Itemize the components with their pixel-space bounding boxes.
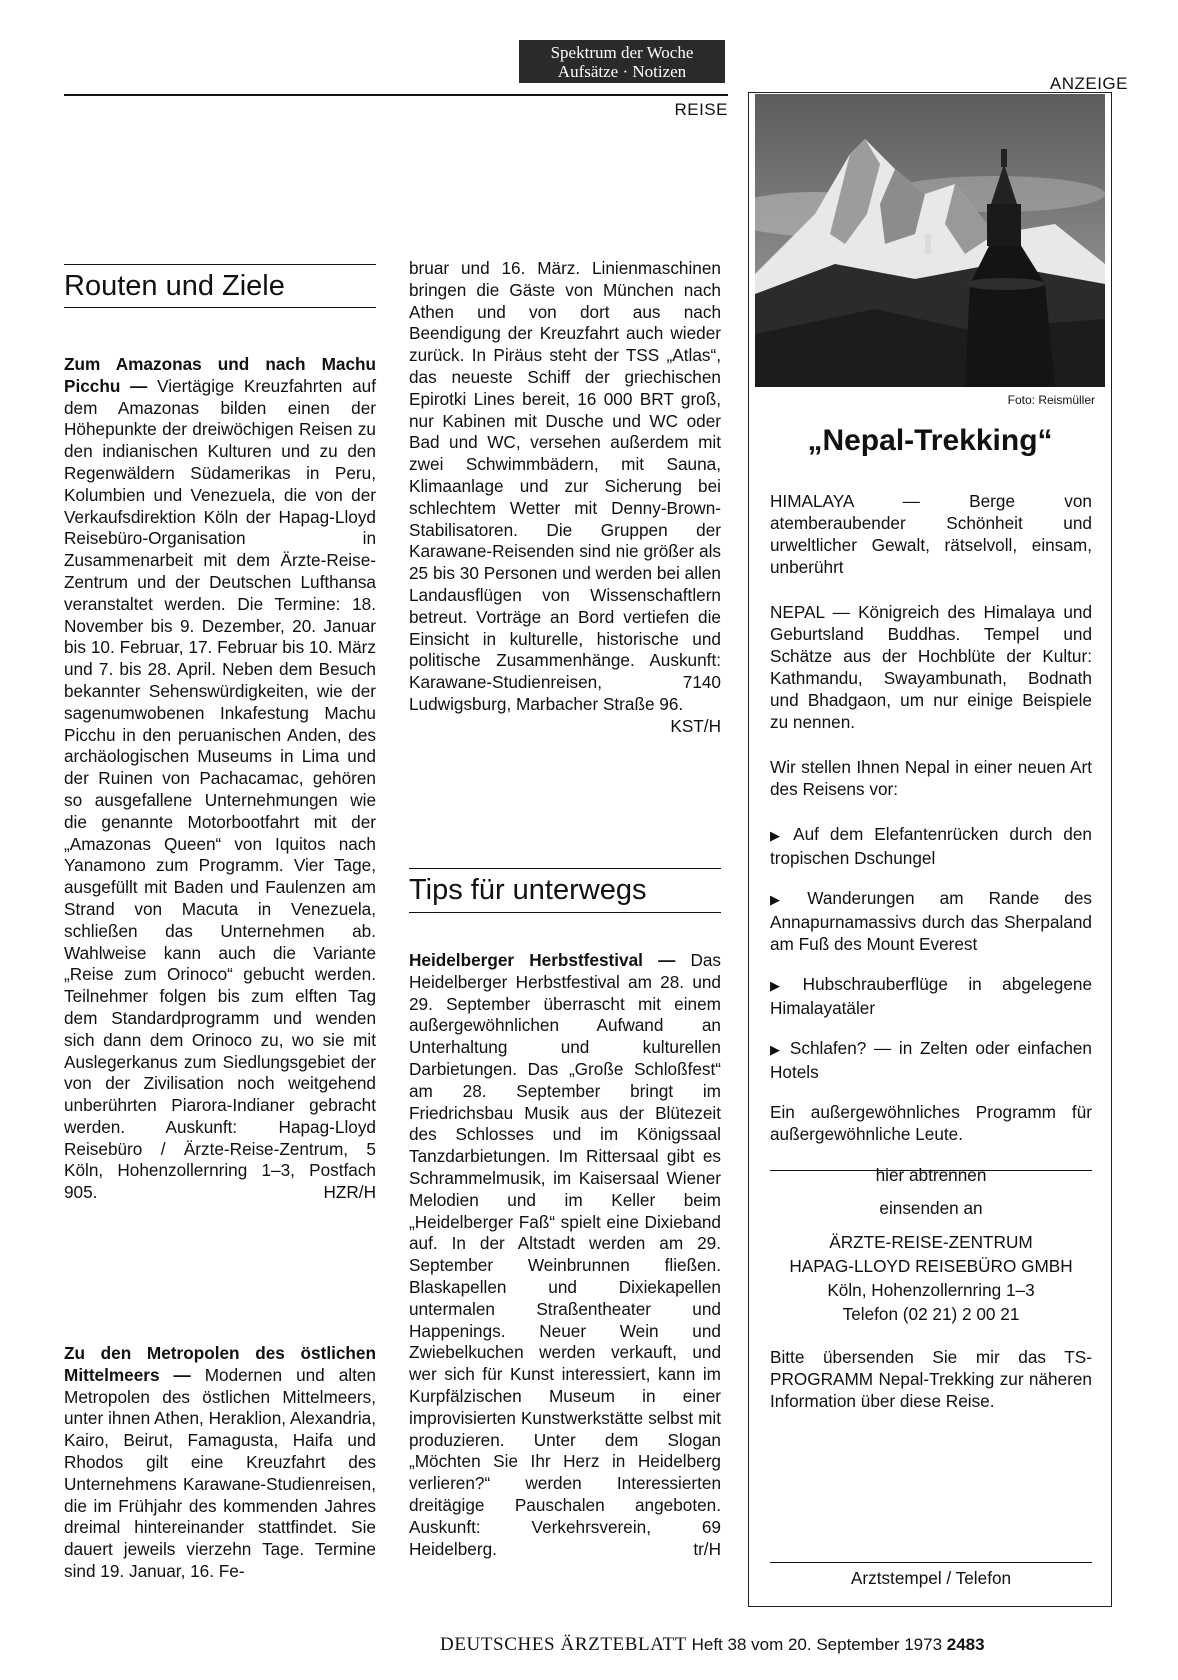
article-metropolen-text-2 xyxy=(409,258,721,736)
photo-credit: Foto: Reismüller xyxy=(1007,393,1095,407)
stamp-line xyxy=(770,1562,1092,1563)
article-amazonas-text xyxy=(64,354,376,1204)
article-metropolen-signature: KST/H xyxy=(670,715,721,736)
heading-rule-bottom xyxy=(64,307,376,308)
article-metropolen-headline: Zu den Metropolen des östlichen Mittelmeers — xyxy=(64,1343,376,1385)
coupon-send-to: einsenden an xyxy=(879,1198,983,1218)
triangle-bullet-icon: ▶ xyxy=(770,1042,783,1057)
section-label: REISE xyxy=(674,100,728,119)
ad-closing: Ein außergewöhnliches Programm für außergewöhnliche Leute. xyxy=(770,1102,1092,1144)
footer-issue: Heft 38 vom 20. September 1973 xyxy=(691,1635,943,1654)
mountain-stupa-image xyxy=(755,94,1105,387)
footer-page-number: 2483 xyxy=(946,1635,985,1654)
article-heidelberg xyxy=(409,950,721,1560)
ad-bullet xyxy=(770,887,1092,955)
article-amazonas-headline: Zum Amazonas und nach Machu Picchu — xyxy=(64,354,376,396)
heading-rule-bottom xyxy=(409,912,721,913)
article-heidelberg-headline: Heidelberger Herbstfestival — xyxy=(409,950,676,970)
top-rule xyxy=(64,94,728,96)
article-metropolen-body-2: bruar und 16. März. Linienmaschinen bringen die Gäste von München nach Athen und von dort aus nach Beendigung der Kreuzfahrt auch wieder zurück. In Piräus steht der TSS „Atlas“, das neueste Schiff der griechischen Epirotki Lines bereit, 16 000 BRT groß, nur Kabinen mit Dusche und WC oder Bad und WC, versehen außerdem mit zwei Schwimmbädern, mit Sauna, Klimaanlage und zur Sicherung bei schlechtem Wetter mit Denny-Brown-Stabilisatoren. Die Gruppen der Karawane-Reisenden sind nie größer als 25 bis 30 Personen und werden bei allen Landausflügen von Wissenschaftlern betreut. Vorträge an Bord vertiefen die Einsicht in kulturelle, historische und politische Zusammenhänge. Auskunft: Karawane-Studienreisen, 7140 Ludwigsburg, Marbacher Straße 96. xyxy=(409,258,721,714)
triangle-bullet-icon: ▶ xyxy=(770,828,787,843)
advertisement-photo xyxy=(755,94,1105,387)
ad-paragraph-himalaya: HIMALAYA — Berge von atemberaubender Schönheit und urweltlicher Gewalt, rätselvoll, einsam, unberührt xyxy=(770,491,1092,577)
ad-bullet-text: Hubschrauberflüge in abgelegene Himalayatäler xyxy=(770,974,1093,1018)
footer-journal: DEUTSCHES ÄRZTEBLATT xyxy=(440,1634,687,1655)
coupon-request: Bitte übersenden Sie mir das TS-PROGRAMM Nepal-Trekking zur näheren Information über diese Reise. xyxy=(770,1347,1092,1411)
heading-rule-top xyxy=(64,264,376,265)
article-heidelberg-signature: tr/H xyxy=(693,1538,721,1559)
article-heidelberg-text xyxy=(409,950,721,1560)
section-title-tips: Tips für unterwegs xyxy=(409,874,647,906)
ad-paragraph-intro: Wir stellen Ihnen Nepal in einer neuen Art des Reisens vor: xyxy=(770,757,1092,799)
ad-title: „Nepal-Trekking“ xyxy=(807,424,1053,457)
coupon-stamp-label: Arztstempel / Telefon xyxy=(850,1568,1012,1588)
coupon-address-line: ÄRZTE-REISE-ZENTRUM xyxy=(829,1232,1033,1252)
article-metropolen-text-1 xyxy=(64,1343,376,1583)
cut-here-label: hier abtrennen xyxy=(875,1165,987,1185)
triangle-bullet-icon: ▶ xyxy=(770,978,796,993)
article-amazonas xyxy=(64,354,376,1204)
section-badge xyxy=(519,40,725,83)
ad-bullet-text: Wanderungen am Rande des Annapurnamassivs durch das Sherpaland am Fuß des Mount Everest xyxy=(770,888,1093,954)
heading-rule-top xyxy=(409,868,721,869)
article-metropolen-continued xyxy=(409,258,721,738)
ad-bullet-text: Auf dem Elefantenrücken durch den tropischen Dschungel xyxy=(770,824,1092,868)
section-title-routen: Routen und Ziele xyxy=(64,270,285,302)
coupon xyxy=(770,1196,1092,1412)
triangle-bullet-icon: ▶ xyxy=(770,892,801,907)
ad-bullet-text: Schlafen? — in Zelten oder einfachen Hotels xyxy=(770,1038,1092,1082)
coupon-address-line: HAPAG-LLOYD REISEBÜRO GMBH xyxy=(789,1256,1073,1276)
coupon-address-line: Köln, Hohenzollernring 1–3 xyxy=(827,1280,1035,1300)
article-amazonas-signature: HZR/H xyxy=(323,1182,376,1203)
ad-label: ANZEIGE xyxy=(1049,74,1128,93)
article-metropolen-body-1: Modernen und alten Metropolen des östlichen Mittelmeers, unter ihnen Athen, Heraklion, Alexandria, Kairo, Beirut, Famagusta, Haifa und Rhodos gilt eine Kreuzfahrt des Unternehmens Karawane-Studienreisen, die im Frühjahr des kommenden Jahres dreimal hintereinander stattfindet. Sie dauert jeweils vierzehn Tage. Termine sind 19. Januar, 16. Fe- xyxy=(64,1364,376,1581)
ad-body xyxy=(770,490,1092,1145)
coupon-address-line: Telefon (02 21) 2 00 21 xyxy=(842,1304,1020,1324)
article-amazonas-body: Viertägige Kreuzfahrten auf dem Amazonas bilden einen der Höhepunkte der dreiwöchigen Reisen zu den indianischen Kulturen und zu den Regenwäldern Südamerikas in Peru, Kolumbien und Venezuela, die von der Verkaufsdirektion Köln der Hapag-Lloyd Reisebüro-Organisation in Zusammenarbeit mit dem Ärzte-Reise-Zentrum und der Deutschen Lufthansa veranstaltet werden. Die Termine: 18. November bis 9. Dezember, 20. Januar bis 10. Februar, 17. Februar bis 10. März und 7. bis 28. April. Neben dem Besuch bekannter Sehenswürdigkeiten, wie der sagenumwobenen Inkafestung Machu Picchu in den peruanischen Anden, des archäologischen Museums in Lima und der Ruinen von Pachacamac, gehören so ausgefallene Unternehmungen wie die genannte Motorbootfahrt mit der „Amazonas Queen“ von Iquitos nach Yanamono zum Programm. Vier Tage, ausgefüllt mit Baden und Faulenzen am Strand von Macuta in Venezuela, schließen das Unternehmen ab. Wahlweise kann auch die Variante „Reise zum Orinoco“ gebucht werden. Teilnehmer folgen bis zum elften Tag dem Standardprogramm und wenden sich dann dem Orinoco zu, wo sie mit Auslegerkanus zum Siedlungsgebiet der von der Zivilisation noch weitgehend unberührten Piarora-Indianer gebracht werden. Auskunft: Hapag-Lloyd Reisebüro / Ärzte-Reise-Zentrum, 5 Köln, Hohenzollernring 1–3, Postfach 905. xyxy=(64,375,376,1203)
ad-bullet xyxy=(770,823,1092,869)
badge-line-1: Spektrum der Woche xyxy=(550,43,694,62)
article-heidelberg-body: Das Heidelberger Herbstfestival am 28. und 29. September überrascht mit einem außergewöhnlichen Aufwand an Unterhaltung und kulturellen Darbietungen. Das „Große Schloßfest“ am 28. September bringt im Friedrichsbau Musik aus der Blütezeit des Schlosses und im Königssaal Tanzdarbietungen. Im Rittersaal gibt es Schrammelmusik, im Kaisersaal Wiener Melodien und im Keller beim „Heidelberger Faß“ spielt eine Dixieband auf. In der Altstadt werden am 29. September Weinbrunnen fließen. Blaskapellen und Dixiekapellen untermalen Straßentheater und Happenings. Neuer Wein und Zwiebelkuchen werden verkauft, und wer sich für Kunst interessiert, kann im Kurpfälzischen Museum in einer improvisierten Kunstwerkstätte selbst mit produzieren. Unter dem Slogan „Möchten Sie Ihr Herz in Heidelberg verlieren?“ werden Interessierten dreitägige Pauschalen angeboten. Auskunft: Verkehrsverein, 69 Heidelberg. xyxy=(409,950,722,1559)
article-metropolen xyxy=(64,1343,376,1583)
ad-paragraph-nepal: NEPAL — Königreich des Himalaya und Geburtsland Buddhas. Tempel und Schätze aus der Hochblüte der Kultur: Kathmandu, Swayambunath, Bodnath und Bhadgaon, um nur einige Beispiele zu nennen. xyxy=(770,602,1092,732)
badge-line-2: Aufsätze · Notizen xyxy=(557,62,687,81)
ad-bullet xyxy=(770,1037,1092,1083)
page-footer xyxy=(440,1634,1130,1656)
ad-bullet xyxy=(770,973,1092,1019)
